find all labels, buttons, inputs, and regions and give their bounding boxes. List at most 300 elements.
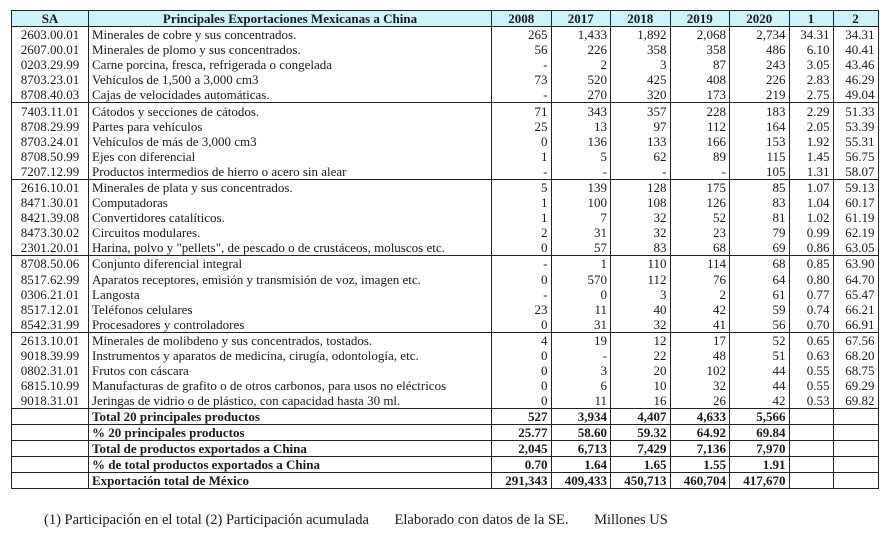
sa-code: 8703.24.01	[12, 134, 89, 149]
share-percent: 1.04	[789, 195, 833, 210]
cumulative-percent: 68.20	[833, 348, 878, 363]
table-row	[12, 272, 879, 287]
value-2017: 11	[551, 393, 611, 409]
value-2019: 52	[670, 210, 730, 225]
value-2018: 97	[611, 119, 671, 134]
sa-code: 8473.30.02	[12, 225, 89, 240]
value-2018: 320	[611, 87, 671, 103]
value-2017: 1,433	[551, 27, 611, 43]
footer-note	[44, 512, 690, 529]
value-2017: 31	[551, 317, 611, 333]
value-2018: 32	[611, 225, 671, 240]
value-2008: 0	[492, 393, 552, 409]
share-percent: 1.02	[789, 210, 833, 225]
header-2018: 2018	[611, 11, 671, 27]
share-percent: 34.31	[789, 27, 833, 43]
product-description: Langosta	[89, 287, 492, 302]
value-2017: 100	[551, 195, 611, 210]
product-description: Manufacturas de grafito o de otros carbonos, para usos no eléctricos	[89, 378, 492, 393]
value-2018: 112	[611, 272, 671, 287]
value-2018: 32	[611, 210, 671, 225]
summary-share-empty	[789, 457, 833, 473]
value-2008: 56	[492, 42, 552, 57]
cumulative-percent: 67.56	[833, 332, 878, 348]
value-2008: 5	[492, 179, 552, 195]
product-description: Harina, polvo y "pellets", de pescado o de crustáceos, moluscos etc.	[89, 240, 492, 256]
summary-cumulative-empty	[833, 425, 878, 441]
cumulative-percent: 59.13	[833, 179, 878, 195]
value-2018: 358	[611, 42, 671, 57]
value-2020: 105	[730, 164, 790, 180]
summary-sa-empty	[12, 457, 89, 473]
value-2019: 23	[670, 225, 730, 240]
share-percent: 0.55	[789, 363, 833, 378]
summary-share-empty	[789, 441, 833, 457]
product-description: Cajas de velocidades automáticas.	[89, 87, 492, 103]
summary-value-2019: 4,633	[670, 409, 730, 425]
value-2020: 164	[730, 119, 790, 134]
product-description: Partes para vehículos	[89, 119, 492, 134]
summary-value-2018: 4,407	[611, 409, 671, 425]
table-row	[12, 348, 879, 363]
cumulative-percent: 51.33	[833, 103, 878, 119]
summary-value-2020: 1.91	[730, 457, 790, 473]
value-2020: 44	[730, 378, 790, 393]
value-2008: 265	[492, 27, 552, 43]
product-description: Instrumentos y aparatos de medicina, cirugía, odontología, etc.	[89, 348, 492, 363]
header-2017: 2017	[551, 11, 611, 27]
summary-cumulative-empty	[833, 409, 878, 425]
product-description: Procesadores y controladores	[89, 317, 492, 333]
sa-code: 8708.50.06	[12, 256, 89, 272]
table-row	[12, 317, 879, 333]
value-2020: 61	[730, 287, 790, 302]
value-2020: 51	[730, 348, 790, 363]
summary-cumulative-empty	[833, 457, 878, 473]
share-percent: 2.75	[789, 87, 833, 103]
exports-table	[11, 10, 879, 489]
value-2020: 64	[730, 272, 790, 287]
value-2020: 42	[730, 393, 790, 409]
value-2018: 3	[611, 287, 671, 302]
product-description: Computadoras	[89, 195, 492, 210]
value-2017: 13	[551, 119, 611, 134]
footer-units: Millones US	[594, 512, 668, 528]
value-2017: 6	[551, 378, 611, 393]
summary-value-2019: 7,136	[670, 441, 730, 457]
value-2019: 166	[670, 134, 730, 149]
value-2008: 0	[492, 317, 552, 333]
value-2020: 81	[730, 210, 790, 225]
share-percent: 2.05	[789, 119, 833, 134]
value-2018: 425	[611, 72, 671, 87]
summary-label: % de total productos exportados a China	[89, 457, 492, 473]
cumulative-percent: 43.46	[833, 57, 878, 72]
table-row	[12, 240, 879, 256]
table-row	[12, 27, 879, 43]
value-2018: 108	[611, 195, 671, 210]
value-2019: 173	[670, 87, 730, 103]
table-row	[12, 149, 879, 164]
summary-value-2020: 5,566	[730, 409, 790, 425]
table-row	[12, 393, 879, 409]
table-row	[12, 134, 879, 149]
product-description: Frutos con cáscara	[89, 363, 492, 378]
sa-code: 0203.29.99	[12, 57, 89, 72]
value-2008: -	[492, 256, 552, 272]
table-row	[12, 164, 879, 180]
share-percent: 0.80	[789, 272, 833, 287]
value-2017: 5	[551, 149, 611, 164]
summary-value-2017: 409,433	[551, 473, 611, 489]
table-row	[12, 225, 879, 240]
cumulative-percent: 65.47	[833, 287, 878, 302]
value-2008: 1	[492, 149, 552, 164]
value-2018: 10	[611, 378, 671, 393]
sa-code: 2603.00.01	[12, 27, 89, 43]
share-percent: 0.86	[789, 240, 833, 256]
value-2008: 0	[492, 134, 552, 149]
summary-cumulative-empty	[833, 473, 878, 489]
value-2008: 0	[492, 348, 552, 363]
cumulative-percent: 58.07	[833, 164, 878, 180]
product-description: Vehículos de 1,500 a 3,000 cm3	[89, 72, 492, 87]
summary-value-2008: 0.70	[492, 457, 552, 473]
value-2018: 3	[611, 57, 671, 72]
sa-code: 9018.31.01	[12, 393, 89, 409]
cumulative-percent: 69.29	[833, 378, 878, 393]
share-percent: 0.53	[789, 393, 833, 409]
table-row	[12, 210, 879, 225]
sa-code: 2616.10.01	[12, 179, 89, 195]
table-row	[12, 378, 879, 393]
value-2020: 486	[730, 42, 790, 57]
value-2019: 228	[670, 103, 730, 119]
value-2019: 2	[670, 287, 730, 302]
sa-code: 2607.00.01	[12, 42, 89, 57]
summary-value-2008: 2,045	[492, 441, 552, 457]
value-2020: 243	[730, 57, 790, 72]
cumulative-percent: 40.41	[833, 42, 878, 57]
table-row	[12, 57, 879, 72]
sa-code: 7207.12.99	[12, 164, 89, 180]
summary-value-2019: 460,704	[670, 473, 730, 489]
value-2019: 17	[670, 332, 730, 348]
summary-sa-empty	[12, 441, 89, 457]
value-2017: 31	[551, 225, 611, 240]
value-2020: 83	[730, 195, 790, 210]
summary-sa-empty	[12, 473, 89, 489]
summary-cumulative-empty	[833, 441, 878, 457]
summary-row	[12, 457, 879, 473]
product-description: Productos intermedios de hierro o acero sin alear	[89, 164, 492, 180]
header-row	[12, 11, 879, 27]
value-2020: 52	[730, 332, 790, 348]
value-2017: 136	[551, 134, 611, 149]
value-2008: 73	[492, 72, 552, 87]
table-row	[12, 363, 879, 378]
share-percent: 1.45	[789, 149, 833, 164]
value-2020: 59	[730, 302, 790, 317]
value-2017: 1	[551, 256, 611, 272]
summary-value-2008: 25.77	[492, 425, 552, 441]
header-cumulative: 2	[833, 11, 878, 27]
value-2008: -	[492, 87, 552, 103]
product-description: Minerales de plata y sus concentrados.	[89, 179, 492, 195]
value-2020: 2,734	[730, 27, 790, 43]
value-2020: 69	[730, 240, 790, 256]
sa-code: 7403.11.01	[12, 103, 89, 119]
summary-value-2018: 450,713	[611, 473, 671, 489]
summary-label: % 20 principales productos	[89, 425, 492, 441]
value-2019: 87	[670, 57, 730, 72]
value-2020: 183	[730, 103, 790, 119]
value-2018: 1,892	[611, 27, 671, 43]
value-2019: 68	[670, 240, 730, 256]
value-2019: 89	[670, 149, 730, 164]
value-2018: 128	[611, 179, 671, 195]
cumulative-percent: 60.17	[833, 195, 878, 210]
share-percent: 0.63	[789, 348, 833, 363]
table-row	[12, 42, 879, 57]
value-2019: 42	[670, 302, 730, 317]
value-2019: 48	[670, 348, 730, 363]
sa-code: 8421.39.08	[12, 210, 89, 225]
cumulative-percent: 34.31	[833, 27, 878, 43]
share-percent: 2.83	[789, 72, 833, 87]
value-2008: 0	[492, 240, 552, 256]
value-2008: 0	[492, 378, 552, 393]
value-2018: 22	[611, 348, 671, 363]
value-2008: -	[492, 287, 552, 302]
table-row	[12, 287, 879, 302]
value-2018: 32	[611, 317, 671, 333]
value-2018: 110	[611, 256, 671, 272]
product-description: Jeringas de vidrio o de plástico, con capacidad hasta 30 ml.	[89, 393, 492, 409]
header-sa: SA	[12, 11, 89, 27]
share-percent: 3.05	[789, 57, 833, 72]
value-2019: 114	[670, 256, 730, 272]
share-percent: 2.29	[789, 103, 833, 119]
summary-row	[12, 425, 879, 441]
table-row	[12, 87, 879, 103]
summary-share-empty	[789, 409, 833, 425]
summary-value-2020: 69.84	[730, 425, 790, 441]
summary-label: Total 20 principales productos	[89, 409, 492, 425]
value-2018: 16	[611, 393, 671, 409]
sa-code: 8517.12.01	[12, 302, 89, 317]
value-2018: 83	[611, 240, 671, 256]
header-2008: 2008	[492, 11, 552, 27]
value-2017: 0	[551, 287, 611, 302]
value-2008: 1	[492, 210, 552, 225]
value-2018: -	[611, 164, 671, 180]
sa-code: 8703.23.01	[12, 72, 89, 87]
value-2017: 11	[551, 302, 611, 317]
header-description: Principales Exportaciones Mexicanas a China	[89, 11, 492, 27]
value-2017: 270	[551, 87, 611, 103]
share-percent: 0.55	[789, 378, 833, 393]
sa-code: 8517.62.99	[12, 272, 89, 287]
value-2017: -	[551, 164, 611, 180]
product-description: Teléfonos celulares	[89, 302, 492, 317]
value-2020: 44	[730, 363, 790, 378]
cumulative-percent: 63.05	[833, 240, 878, 256]
cumulative-percent: 55.31	[833, 134, 878, 149]
cumulative-percent: 62.19	[833, 225, 878, 240]
summary-label: Exportación total de México	[89, 473, 492, 489]
cumulative-percent: 46.29	[833, 72, 878, 87]
share-percent: 1.92	[789, 134, 833, 149]
cumulative-percent: 63.90	[833, 256, 878, 272]
summary-value-2008: 527	[492, 409, 552, 425]
product-description: Conjunto diferencial integral	[89, 256, 492, 272]
share-percent: 1.31	[789, 164, 833, 180]
value-2018: 357	[611, 103, 671, 119]
product-description: Carne porcina, fresca, refrigerada o congelada	[89, 57, 492, 72]
cumulative-percent: 66.91	[833, 317, 878, 333]
value-2020: 85	[730, 179, 790, 195]
product-description: Ejes con diferencial	[89, 149, 492, 164]
value-2017: 570	[551, 272, 611, 287]
value-2008: 25	[492, 119, 552, 134]
share-percent: 1.07	[789, 179, 833, 195]
value-2020: 153	[730, 134, 790, 149]
value-2008: 1	[492, 195, 552, 210]
value-2008: -	[492, 57, 552, 72]
summary-value-2019: 64.92	[670, 425, 730, 441]
value-2008: 23	[492, 302, 552, 317]
summary-value-2018: 7,429	[611, 441, 671, 457]
sa-code: 0306.21.01	[12, 287, 89, 302]
summary-value-2017: 6,713	[551, 441, 611, 457]
value-2017: 226	[551, 42, 611, 57]
value-2017: 7	[551, 210, 611, 225]
summary-row	[12, 473, 879, 489]
share-percent: 0.74	[789, 302, 833, 317]
value-2018: 20	[611, 363, 671, 378]
sa-code: 0802.31.01	[12, 363, 89, 378]
table-row	[12, 72, 879, 87]
value-2018: 12	[611, 332, 671, 348]
sa-code: 8708.50.99	[12, 149, 89, 164]
cumulative-percent: 64.70	[833, 272, 878, 287]
value-2017: 19	[551, 332, 611, 348]
share-percent: 0.77	[789, 287, 833, 302]
value-2019: 41	[670, 317, 730, 333]
cumulative-percent: 49.04	[833, 87, 878, 103]
value-2020: 226	[730, 72, 790, 87]
summary-value-2019: 1.55	[670, 457, 730, 473]
cumulative-percent: 53.39	[833, 119, 878, 134]
cumulative-percent: 66.21	[833, 302, 878, 317]
summary-value-2018: 59.32	[611, 425, 671, 441]
value-2017: 520	[551, 72, 611, 87]
summary-value-2017: 3,934	[551, 409, 611, 425]
summary-value-2020: 417,670	[730, 473, 790, 489]
summary-share-empty	[789, 425, 833, 441]
table-row	[12, 332, 879, 348]
share-percent: 0.99	[789, 225, 833, 240]
cumulative-percent: 61.19	[833, 210, 878, 225]
value-2008: 71	[492, 103, 552, 119]
summary-share-empty	[789, 473, 833, 489]
value-2019: 175	[670, 179, 730, 195]
sa-code: 9018.39.99	[12, 348, 89, 363]
cumulative-percent: 69.82	[833, 393, 878, 409]
summary-sa-empty	[12, 409, 89, 425]
product-description: Minerales de molibdeno y sus concentrados, tostados.	[89, 332, 492, 348]
value-2017: 3	[551, 363, 611, 378]
value-2017: 2	[551, 57, 611, 72]
product-description: Vehículos de más de 3,000 cm3	[89, 134, 492, 149]
share-percent: 0.65	[789, 332, 833, 348]
sa-code: 8542.31.99	[12, 317, 89, 333]
value-2018: 62	[611, 149, 671, 164]
footer-source: Elaborado con datos de la SE.	[394, 512, 569, 528]
header-share: 1	[789, 11, 833, 27]
summary-row	[12, 441, 879, 457]
value-2008: 4	[492, 332, 552, 348]
value-2019: 112	[670, 119, 730, 134]
summary-value-2020: 7,970	[730, 441, 790, 457]
value-2019: 26	[670, 393, 730, 409]
value-2017: 57	[551, 240, 611, 256]
summary-value-2017: 58.60	[551, 425, 611, 441]
summary-value-2008: 291,343	[492, 473, 552, 489]
summary-value-2018: 1.65	[611, 457, 671, 473]
header-2020: 2020	[730, 11, 790, 27]
summary-value-2017: 1.64	[551, 457, 611, 473]
sa-code: 2613.10.01	[12, 332, 89, 348]
sa-code: 8471.30.01	[12, 195, 89, 210]
table-row	[12, 256, 879, 272]
value-2020: 68	[730, 256, 790, 272]
share-percent: 6.10	[789, 42, 833, 57]
summary-sa-empty	[12, 425, 89, 441]
cumulative-percent: 56.75	[833, 149, 878, 164]
sa-code: 8708.29.99	[12, 119, 89, 134]
value-2020: 56	[730, 317, 790, 333]
value-2019: 126	[670, 195, 730, 210]
share-percent: 0.85	[789, 256, 833, 272]
value-2008: 0	[492, 272, 552, 287]
value-2008: -	[492, 164, 552, 180]
product-description: Cátodos y secciones de cátodos.	[89, 103, 492, 119]
value-2019: 76	[670, 272, 730, 287]
product-description: Convertidores catalíticos.	[89, 210, 492, 225]
summary-label: Total de productos exportados a China	[89, 441, 492, 457]
value-2017: 139	[551, 179, 611, 195]
value-2017: 343	[551, 103, 611, 119]
cumulative-percent: 68.75	[833, 363, 878, 378]
sa-code: 6815.10.99	[12, 378, 89, 393]
value-2019: 2,068	[670, 27, 730, 43]
table-row	[12, 195, 879, 210]
product-description: Minerales de plomo y sus concentrados.	[89, 42, 492, 57]
value-2019: 32	[670, 378, 730, 393]
value-2018: 133	[611, 134, 671, 149]
value-2020: 115	[730, 149, 790, 164]
value-2019: 408	[670, 72, 730, 87]
summary-row	[12, 409, 879, 425]
share-percent: 0.70	[789, 317, 833, 333]
sa-code: 8708.40.03	[12, 87, 89, 103]
value-2018: 40	[611, 302, 671, 317]
table-row	[12, 103, 879, 119]
value-2020: 79	[730, 225, 790, 240]
table-row	[12, 302, 879, 317]
